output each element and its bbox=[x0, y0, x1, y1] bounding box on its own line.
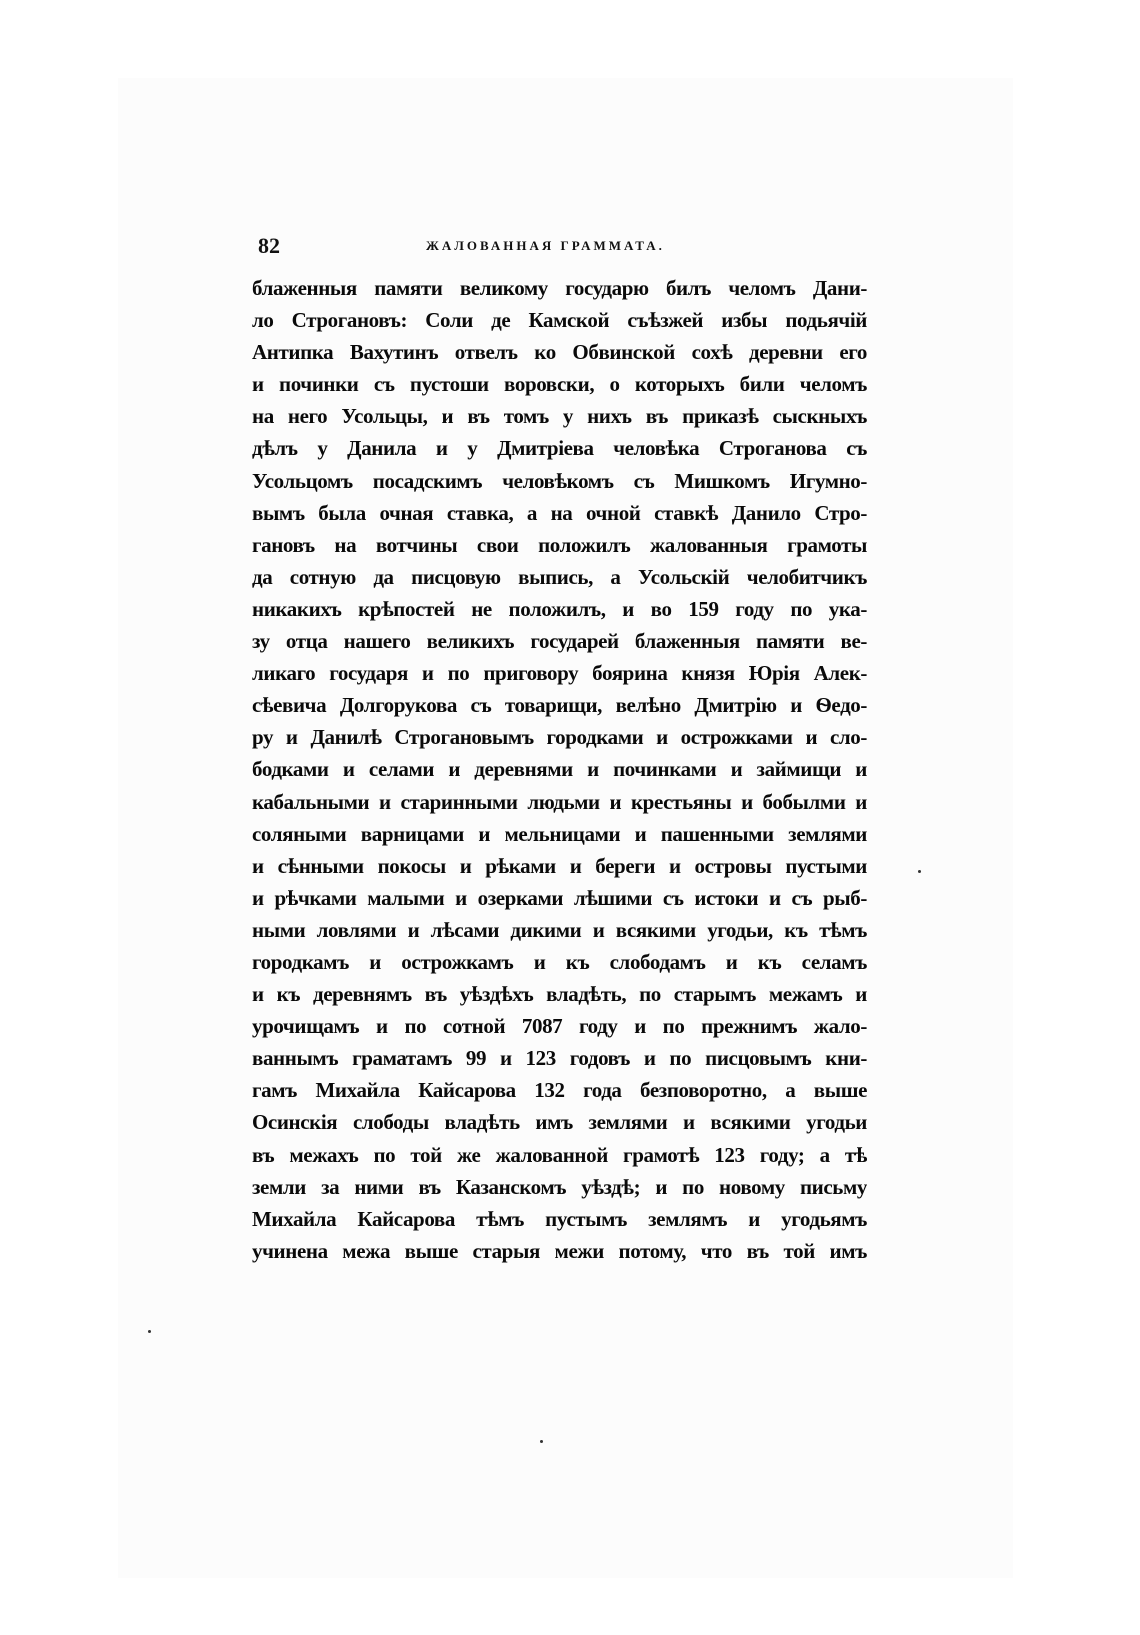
text-line: да сотную да писцовую выпись, а Усольскій челобитчикъ bbox=[252, 564, 867, 589]
page-header bbox=[258, 233, 868, 267]
text-line: никакихъ крѣпостей не положилъ, и во 159 году по ука- bbox=[252, 596, 867, 621]
text-line: въ межахъ по той же жалованной грамотѣ 123 году; а тѣ bbox=[252, 1142, 867, 1167]
text-line: вымъ была очная ставка, а на очной ставкѣ Данило Стро- bbox=[252, 500, 867, 525]
text-line: Михайла Кайсарова тѣмъ пустымъ землямъ и угодьямъ bbox=[252, 1206, 867, 1231]
running-head: ЖАЛОВАННАЯ ГРАММАТА. bbox=[426, 238, 665, 253]
text-line: земли за ними въ Казанскомъ уѣздѣ; и по новому письму bbox=[252, 1174, 867, 1199]
text-line: кабальными и старинными людьми и крестьяны и бобылми и bbox=[252, 789, 867, 814]
scan-speck bbox=[540, 1440, 543, 1443]
text-line: Осинскія слободы владѣть имъ землями и всякими угодьи bbox=[252, 1110, 867, 1135]
text-line: ру и Данилѣ Строгановымъ городками и острожками и сло- bbox=[252, 725, 867, 750]
text-line: бодками и селами и деревнями и починками и займищи и bbox=[252, 757, 867, 782]
page-number: 82 bbox=[258, 233, 280, 258]
text-line: ло Строгановъ: Соли де Камской съѣзжей избы подьячій bbox=[252, 308, 867, 333]
text-line: блаженныя памяти великому государю билъ челомъ Дани- bbox=[252, 276, 867, 300]
text-line: дѣлъ у Данила и у Дмитріева человѣка Строганова съ bbox=[252, 436, 867, 461]
text-line: и сѣнными покосы и рѣками и береги и островы пустыми bbox=[252, 853, 867, 878]
text-line: Усольцомъ посадскимъ человѣкомъ съ Мишкомъ Игумно- bbox=[252, 468, 867, 493]
text-line: и къ деревнямъ въ уѣздѣхъ владѣть, по старымъ межамъ и bbox=[252, 982, 867, 1007]
text-line: городкамъ и острожкамъ и къ слободамъ и къ селамъ bbox=[252, 949, 867, 974]
text-line: и починки съ пустоши воровски, о которыхъ били челомъ bbox=[252, 372, 867, 397]
text-line: урочищамъ и по сотной 7087 году и по прежнимъ жало- bbox=[252, 1014, 867, 1039]
text-line: на него Усольцы, и въ томъ у нихъ въ приказѣ сыскныхъ bbox=[252, 404, 867, 429]
text-line: Антипка Вахутинъ отвелъ ко Обвинской сохѣ деревни его bbox=[252, 340, 867, 365]
text-line: сѣевича Долгорукова съ товарищи, велѣно Дмитрію и Ѳедо- bbox=[252, 693, 867, 718]
text-line: и рѣчками малыми и озерками лѣшими съ истоки и съ рыб- bbox=[252, 885, 867, 910]
text-line: зу отца нашего великихъ государей блаженныя памяти ве- bbox=[252, 629, 867, 654]
text-line: ными ловлями и лѣсами дикими и всякими угодьи, къ тѣмъ bbox=[252, 917, 867, 942]
text-line: ваннымъ граматамъ 99 и 123 годовъ и по писцовымъ кни- bbox=[252, 1046, 867, 1071]
scan-speck bbox=[148, 1330, 151, 1333]
body-text bbox=[252, 272, 867, 1267]
text-line: гановъ на вотчины свои положилъ жалованныя грамоты bbox=[252, 532, 867, 557]
text-line: гамъ Михайла Кайсарова 132 года безповоротно, а выше bbox=[252, 1078, 867, 1103]
text-line: ликаго государя и по приговору боярина князя Юрія Алек- bbox=[252, 661, 867, 686]
text-line: соляными варницами и мельницами и пашенными землями bbox=[252, 821, 867, 846]
text-line: учинена межа выше старыя межи потому, что въ той имъ bbox=[252, 1238, 867, 1263]
scan-speck bbox=[918, 870, 921, 873]
